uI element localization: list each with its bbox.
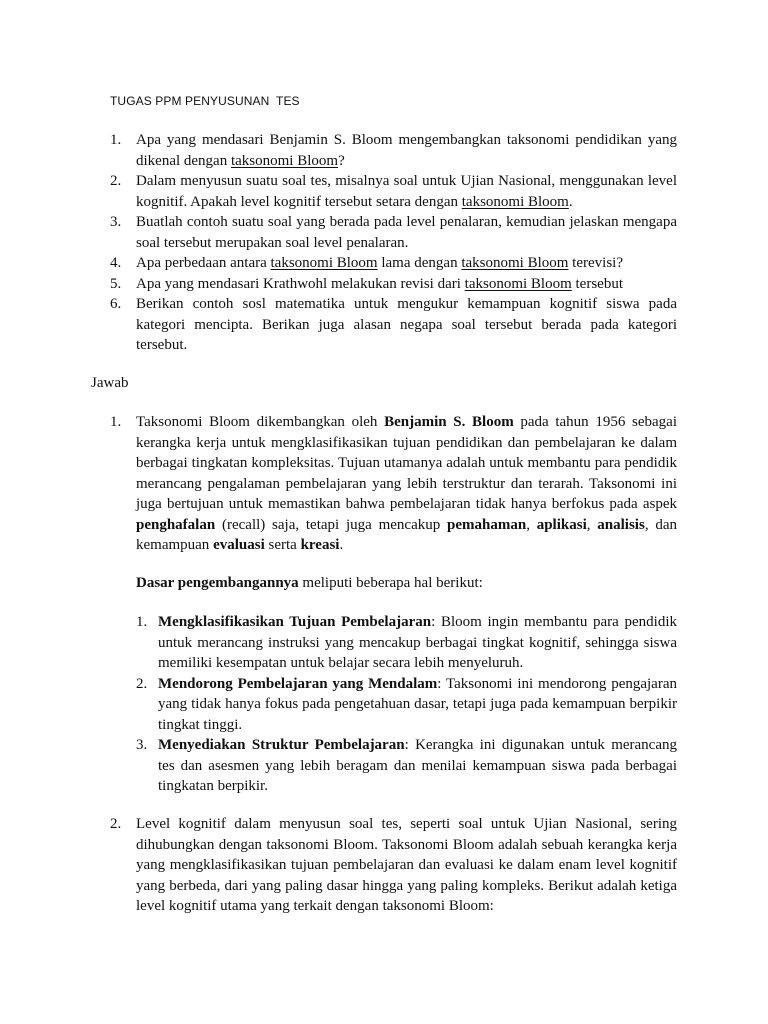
basis-item: 3. Menyediakan Struktur Pembelajaran: Kerangka ini digunakan untuk merancang tes dan asesmen yang lebih beragam dan menilai kemampuan siswa pada berbagai tingkatan berpikir. bbox=[136, 737, 677, 794]
answer-item: 2. Level kognitif dalam menyusun soal tes, seperti soal untuk Ujian Nasional, sering dihubungkan dengan taksonomi Bloom. Taksonomi Bloom adalah sebuah kerangka kerja yang mengklasifikasikan tujuan pembelajaran dan evaluasi ke dalam enam level kognitif yang berbeda, dari yang paling dasar hingga yang paling kompleks. Berikut adalah ketiga level kognitif utama yang terkait dengan taksonomi Bloom: bbox=[110, 816, 677, 914]
question-item: 6. Berikan contoh sosl matematika untuk mengukur kemampuan kognitif siswa pada kategori mencipta. Berikan juga alasan negapa soal tersebut berada pada kategori tersebut. bbox=[110, 296, 677, 353]
list-number: 2. bbox=[110, 173, 122, 189]
basis-item: 1. Mengklasifikasikan Tujuan Pembelajaran: Bloom ingin membantu para pendidik untuk merancang instruksi yang mencakup berbagai tingkat kognitif, sehingga siswa memiliki kesempatan untuk belajar secara lebih menyeluruh. bbox=[136, 614, 677, 671]
answer-list bbox=[110, 412, 677, 556]
document-heading: TUGAS PPM PENYUSUNAN TES bbox=[110, 94, 300, 108]
answer-label: Jawab bbox=[91, 375, 129, 391]
list-number: 1. bbox=[136, 614, 148, 630]
list-number: 1. bbox=[110, 132, 122, 148]
question-item: 5. Apa yang mendasari Krathwohl melakukan revisi dari taksonomi Bloom tersebut bbox=[110, 274, 677, 295]
list-number: 2. bbox=[136, 675, 148, 692]
basis-list bbox=[136, 612, 677, 797]
underlined-term: taksonomi Bloom bbox=[230, 152, 339, 169]
list-number: 5. bbox=[110, 275, 122, 292]
question-item: 1. Apa yang mendasari Benjamin S. Bloom mengembangkan taksonomi pendidikan yang dikenal dengan taksonomi Bloom? bbox=[110, 132, 677, 169]
list-number: 1. bbox=[110, 414, 122, 430]
underlined-term: taksonomi Bloom bbox=[461, 255, 569, 271]
list-number: 4. bbox=[110, 255, 122, 271]
underlined-term: taksonomi Bloom bbox=[270, 255, 378, 271]
list-number: 3. bbox=[136, 737, 148, 753]
basis-item: 2. Mendorong Pembelajaran yang Mendalam: Taksonomi ini mendorong pengajaran yang tidak hanya fokus pada pengetahuan dasar, tetapi juga pada kemampuan berpikir tingkat tinggi. bbox=[136, 675, 677, 733]
question-item: 3. Buatlah contoh suatu soal yang berada pada level penalaran, kemudian jelaskan mengapa soal tersebut merupakan soal level penalaran. bbox=[110, 214, 677, 251]
question-item: 4. Apa perbedaan antara taksonomi Bloom lama dengan taksonomi Bloom terevisi? bbox=[110, 253, 677, 274]
question-list bbox=[110, 130, 677, 356]
basis-intro: Dasar pengembangannya meliputi beberapa hal berikut: bbox=[136, 575, 483, 591]
list-number: 2. bbox=[110, 816, 122, 832]
underlined-term: taksonomi Bloom bbox=[464, 275, 572, 292]
answer-list-2 bbox=[110, 814, 677, 917]
question-item: 2. Dalam menyusun suatu soal tes, misalnya soal untuk Ujian Nasional, menggunakan level kognitif. Apakah level kognitif tersebut setara dengan taksonomi Bloom. bbox=[110, 173, 677, 210]
list-number: 6. bbox=[110, 296, 122, 312]
list-number: 3. bbox=[110, 214, 122, 230]
answer-item: 1. Taksonomi Bloom dikembangkan oleh Benjamin S. Bloom pada tahun 1956 sebagai kerangka kerja untuk mengklasifikasikan tujuan pendidikan dan pembelajaran ke dalam berbagai tingkatan kompleksitas. Tujuan utamanya adalah untuk membantu para pendidik merancang pengalaman pembelajaran yang lebih terstruktur dan terarah. Taksonomi ini juga bertujuan untuk memastikan bahwa pembelajaran tidak hanya berfokus pada aspek penghafalan (recall) saja, tetapi juga mencakup pemahaman, aplikasi, analisis, dan kemampuan evaluasi serta kreasi. bbox=[110, 414, 677, 553]
underlined-term: taksonomi Bloom bbox=[461, 193, 569, 210]
